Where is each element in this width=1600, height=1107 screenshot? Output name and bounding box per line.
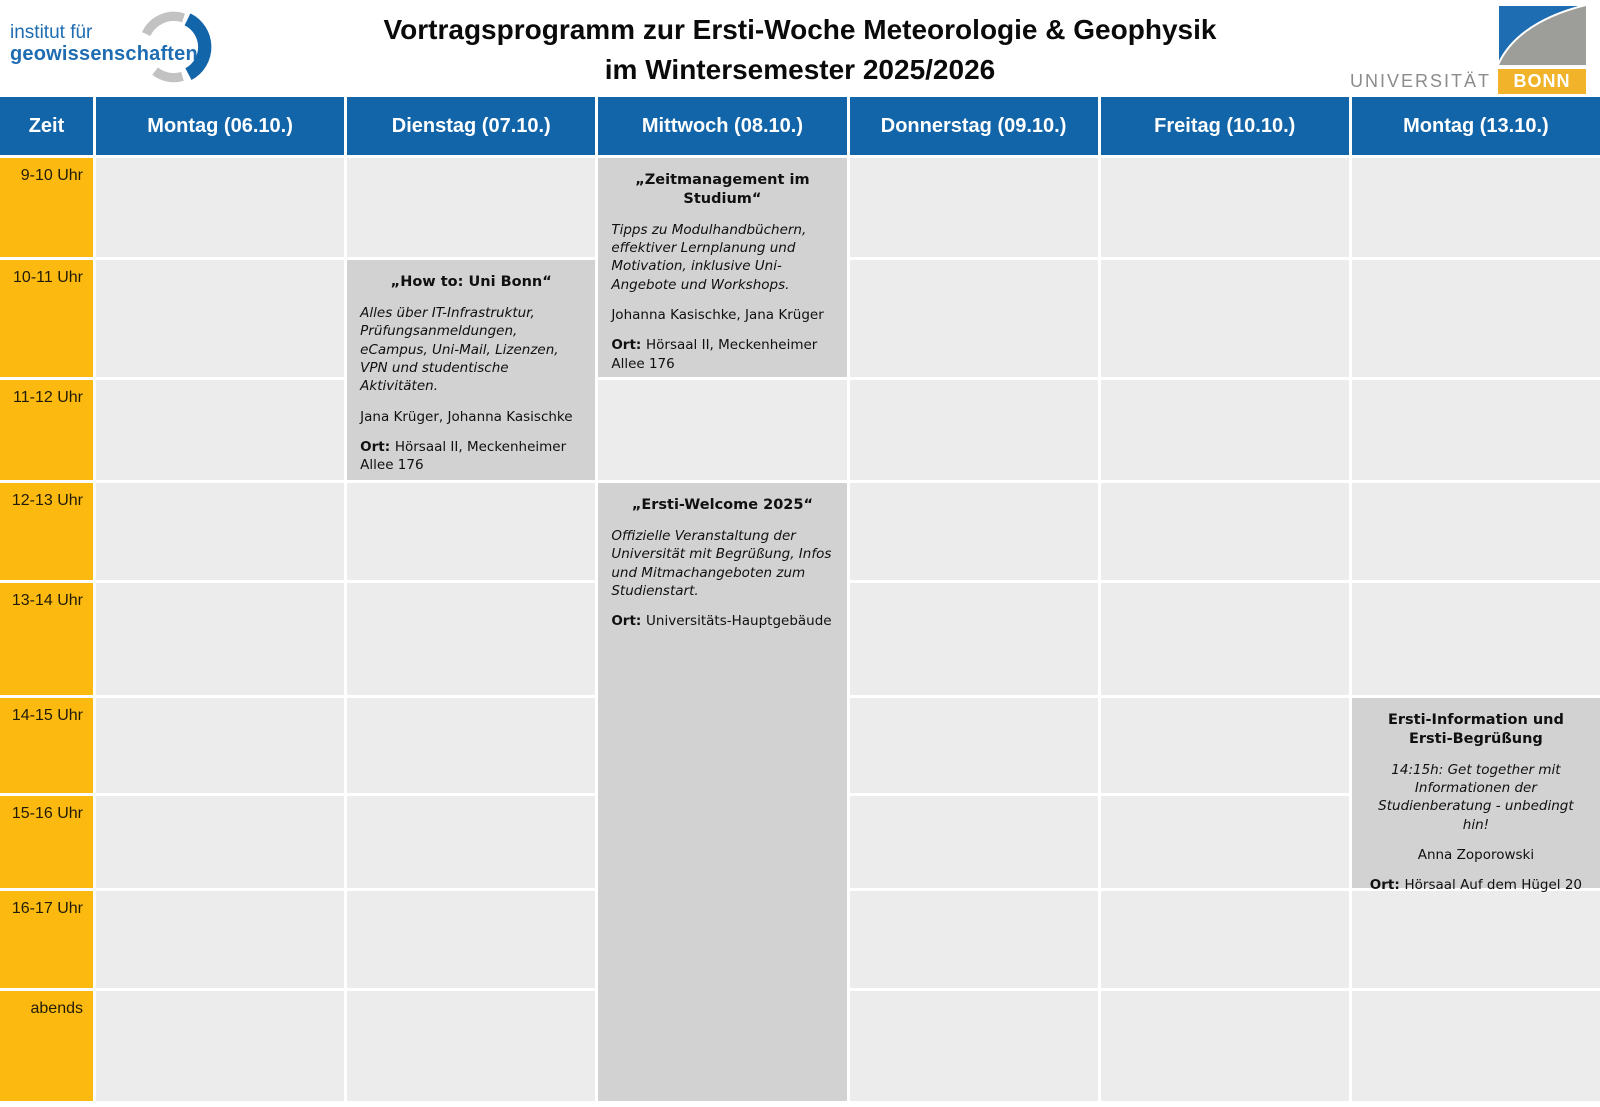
time-label: 12-13 Uhr <box>0 483 93 580</box>
schedule-cell <box>1101 796 1349 888</box>
schedule-cell <box>1101 483 1349 580</box>
day-header-4: Donnerstag (09.10.) <box>850 97 1098 155</box>
schedule-cell <box>1352 891 1600 988</box>
time-label: 11-12 Uhr <box>0 380 93 480</box>
schedule-cell <box>1101 583 1349 695</box>
schedule-cell <box>347 991 595 1101</box>
schedule-cell <box>96 380 344 480</box>
schedule-cell <box>1101 158 1349 257</box>
time-label: 16-17 Uhr <box>0 891 93 988</box>
schedule-cell <box>850 698 1098 793</box>
schedule-cell <box>1352 380 1600 480</box>
event-description: Alles über IT-Infrastruktur, Prüfungsanmeldungen, eCampus, Uni-Mail, Lizenzen, VPN und studentische Aktivitäten. <box>360 304 559 395</box>
schedule-cell <box>598 380 846 480</box>
schedule-cell <box>96 991 344 1101</box>
event-location-label: Ort: <box>1369 877 1405 894</box>
university-emblem-icon <box>1498 5 1586 65</box>
time-label: 13-14 Uhr <box>0 583 93 695</box>
event-card <box>1352 698 1600 894</box>
schedule-grid <box>0 97 1600 1101</box>
event-speakers: Johanna Kasischke, Jana Krüger <box>611 307 824 324</box>
event-location-label: Ort: <box>360 439 395 455</box>
page-title-line2: im Wintersemester 2025/2026 <box>604 53 996 85</box>
schedule-cell <box>347 158 595 257</box>
time-label: 14-15 Uhr <box>0 698 93 793</box>
page-header <box>0 0 1600 97</box>
event-location: Ort: Hörsaal II, Meckenheimer Allee 176 <box>611 337 818 372</box>
schedule-cell <box>850 380 1098 480</box>
day-header-5: Freitag (10.10.) <box>1101 97 1349 155</box>
schedule-cell <box>850 991 1098 1101</box>
event-speakers: Jana Krüger, Johanna Kasischke <box>360 408 573 425</box>
day-header-3: Mittwoch (08.10.) <box>598 97 846 155</box>
schedule-cell <box>96 583 344 695</box>
schedule-cell <box>347 698 595 793</box>
event-description: Offizielle Veranstaltung der Universität mit Begrüßung, Infos und Mitmachangeboten zum Studienstart. <box>611 527 832 599</box>
schedule-cell <box>1352 260 1600 377</box>
schedule-cell <box>1352 583 1600 695</box>
event-title: „How to: Uni Bonn“ <box>390 274 552 290</box>
schedule-cell <box>850 260 1098 377</box>
schedule-cell <box>1101 991 1349 1101</box>
schedule-cell <box>1352 483 1600 580</box>
institute-name-line2: geowissenschaften <box>10 43 198 66</box>
university-wordmark <box>1350 69 1586 94</box>
day-header-1: Montag (06.10.) <box>96 97 344 155</box>
schedule-cell <box>96 260 344 377</box>
institute-name-line1: institut für <box>10 22 93 43</box>
event-speakers: Anna Zoporowski <box>1417 847 1535 864</box>
event-card <box>598 483 846 1101</box>
schedule-cell <box>96 796 344 888</box>
schedule-cell <box>1101 891 1349 988</box>
event-card <box>347 260 595 480</box>
time-label: 9-10 Uhr <box>0 158 93 257</box>
event-location: Ort: Hörsaal Auf dem Hügel 20 <box>1369 877 1583 894</box>
schedule-cell <box>850 796 1098 888</box>
schedule-cell <box>850 891 1098 988</box>
page-title <box>200 10 1400 90</box>
schedule-cell <box>850 583 1098 695</box>
schedule-cell <box>1101 698 1349 793</box>
schedule-cell <box>347 483 595 580</box>
event-card <box>598 158 846 377</box>
schedule-cell <box>96 158 344 257</box>
event-title: „Zeitmanagement im Studium“ <box>635 172 810 207</box>
event-location: Ort: Hörsaal II, Meckenheimer Allee 176 <box>360 439 567 474</box>
event-location-label: Ort: <box>611 337 647 354</box>
schedule-cell <box>1352 158 1600 257</box>
event-description: Tipps zu Modulhandbüchern, effektiver Lernplanung und Motivation, inklusive Uni-Angebote und Workshops. <box>611 221 807 293</box>
university-bonn-badge: BONN <box>1498 69 1586 94</box>
time-label: 10-11 Uhr <box>0 260 93 377</box>
schedule-cell <box>347 796 595 888</box>
schedule-cell <box>1101 380 1349 480</box>
schedule-cell <box>96 698 344 793</box>
time-label: abends <box>0 991 93 1101</box>
event-title: Ersti-Information und Ersti-Begrüßung <box>1387 712 1564 747</box>
event-description: 14:15h: Get together mit Informationen der Studienberatung - unbedingt hin! <box>1378 761 1574 833</box>
event-location-label: Ort: <box>611 613 647 630</box>
schedule-cell <box>347 583 595 695</box>
page-title-line1: Vortragsprogramm zur Ersti-Woche Meteorologie & Geophysik <box>383 14 1217 45</box>
schedule-cell <box>96 483 344 580</box>
university-logo <box>1350 5 1586 94</box>
event-title: „Ersti-Welcome 2025“ <box>631 497 814 513</box>
schedule-cell <box>1352 991 1600 1101</box>
time-label: 15-16 Uhr <box>0 796 93 888</box>
day-header-0: Zeit <box>0 97 93 155</box>
schedule-cell <box>850 158 1098 257</box>
schedule-cell <box>1101 260 1349 377</box>
day-header-2: Dienstag (07.10.) <box>347 97 595 155</box>
schedule-cell <box>347 891 595 988</box>
day-header-6: Montag (13.10.) <box>1352 97 1600 155</box>
schedule-cell <box>850 483 1098 580</box>
schedule-cell <box>96 891 344 988</box>
event-location: Ort: Universitäts-Hauptgebäude <box>611 613 832 630</box>
university-name-text: UNIVERSITÄT <box>1349 71 1491 91</box>
